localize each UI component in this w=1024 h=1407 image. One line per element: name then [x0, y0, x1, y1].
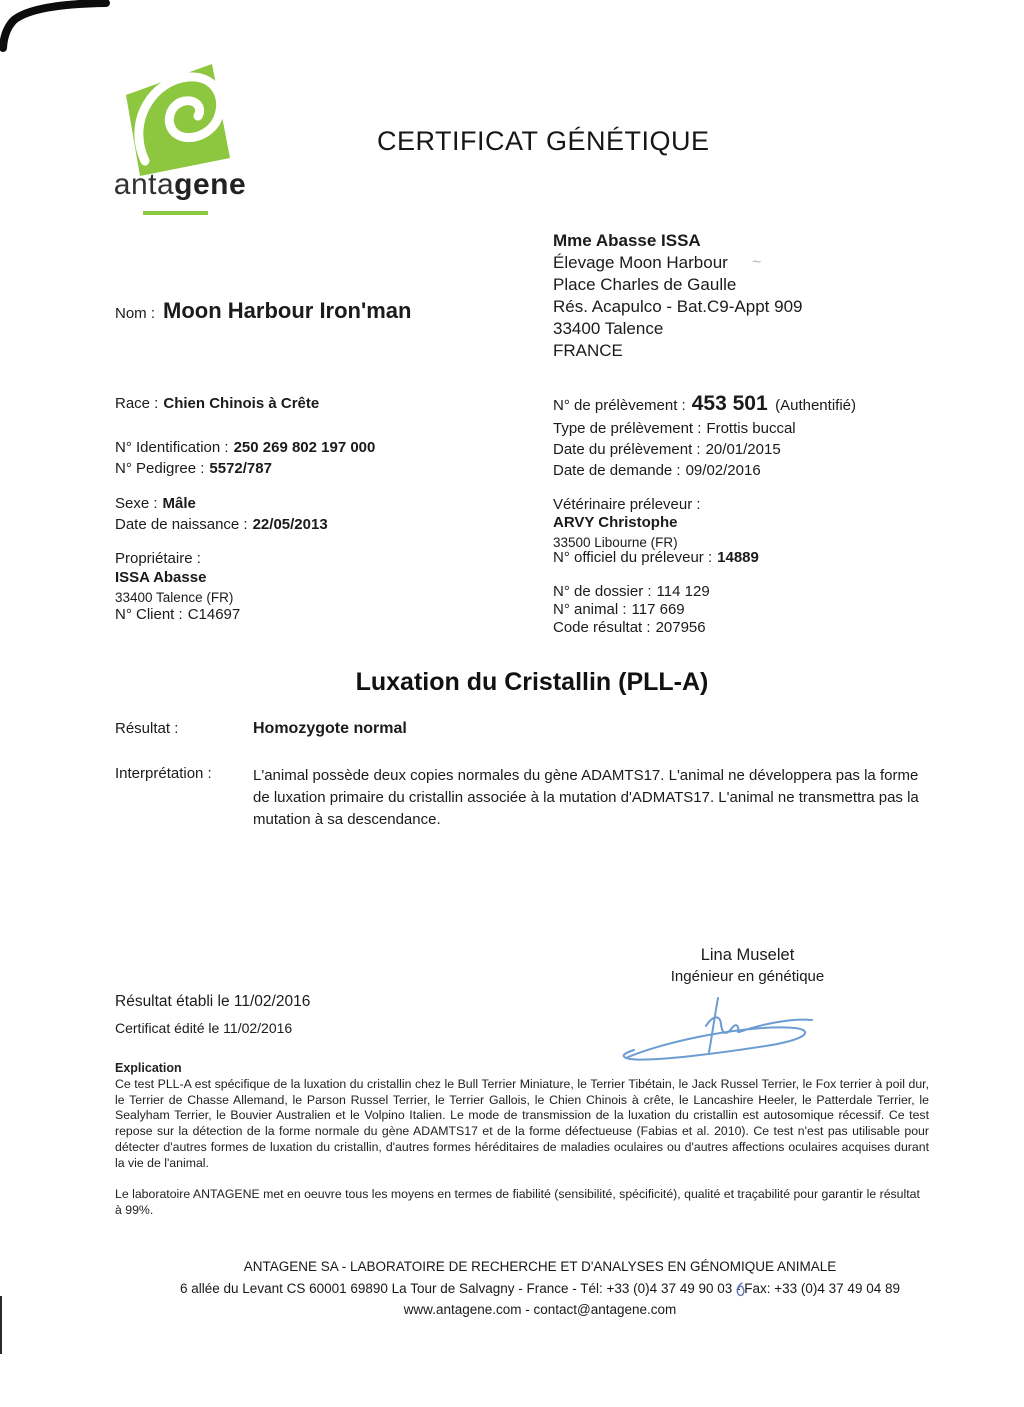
recipient-address [553, 230, 802, 362]
veterinaire-label-row [553, 496, 701, 514]
field-animal-number [553, 601, 685, 619]
scan-artifact-pen-mark [733, 1281, 749, 1299]
interpretation-label: Interprétation : [115, 765, 212, 782]
sexe-label: Sexe : [115, 495, 158, 512]
scan-artifact-tilde: ~ [752, 254, 762, 271]
footer-company-line: ANTAGENE SA - LABORATOIRE DE RECHERCHE ET D'ANALYSES EN GÉNOMIQUE ANIMALE [243, 1259, 837, 1274]
field-identification [115, 439, 375, 457]
field-date-prelevement [553, 441, 781, 459]
nom-label: Nom : [115, 305, 156, 322]
signatory-name: Lina Muselet [700, 946, 795, 964]
field-nom [115, 298, 411, 324]
date-demande-value: 09/02/2016 [685, 462, 761, 479]
field-dossier [553, 583, 710, 601]
recipient-address-line: Élevage Moon Harbour [553, 253, 728, 272]
footer-address-line: 6 allée du Levant CS 60001 69890 La Tour de Salvagny - France - Tél: +33 (0)4 37 49 90 03 - Fax: +33 (0)4 37 49 04 89 [180, 1280, 900, 1296]
proprietaire-city-row [115, 589, 233, 607]
field-sexe [115, 495, 196, 513]
pedigree-value: 5572/787 [209, 460, 272, 477]
veterinaire-name: ARVY Christophe [553, 514, 678, 531]
field-naissance [115, 516, 328, 534]
field-officiel [553, 549, 759, 567]
document-title: CERTIFICAT GÉNÉTIQUE [377, 126, 710, 156]
proprietaire-label: Propriétaire : [115, 550, 201, 567]
nom-value: Moon Harbour Iron'man [163, 298, 412, 323]
resultat-value: Homozygote normal [253, 720, 407, 737]
code-resultat-label: Code résultat : [553, 619, 651, 636]
veterinaire-label: Vétérinaire préleveur : [553, 496, 701, 513]
proprietaire-city: 33400 Talence (FR) [115, 590, 234, 605]
scan-artifact-corner [0, 0, 120, 60]
field-client [115, 606, 240, 624]
animal-number-value: 117 669 [631, 601, 685, 618]
dates-block [115, 993, 310, 1036]
wordmark-gene: gene [174, 168, 247, 201]
explication-heading: Explication [115, 1061, 182, 1075]
prelevement-number: 453 501 [691, 392, 768, 415]
date-prelevement-label: Date du prélèvement : [553, 441, 701, 458]
proprietaire-label-row [115, 550, 201, 568]
type-prelevement-label: Type de prélèvement : [553, 420, 702, 437]
footer-contact-line: www.antagene.com - contact@antagene.com [403, 1302, 677, 1317]
field-date-demande [553, 462, 761, 480]
signatory-role: Ingénieur en génétique [670, 968, 825, 985]
signature-handwriting [612, 992, 817, 1067]
identification-value: 250 269 802 197 000 [233, 439, 376, 456]
dossier-value: 114 129 [656, 583, 710, 600]
client-value: C14697 [187, 606, 241, 623]
type-prelevement-value: Frottis buccal [706, 420, 796, 437]
resultat-label: Résultat : [115, 720, 179, 737]
pedigree-label: N° Pedigree : [115, 460, 205, 477]
explication-paragraph: Ce test PLL-A est spécifique de la luxation du cristallin chez le Bull Terrier Miniature, le Terrier Tibétain, le Jack Russel Terrier, le Fox terrier à poil dur, le Terrier de Chasse Allemand, le Parson Russel Terrier, le Terrier Gallois, le Chien Chinois à crête, le Lancashire Heeler, le Patterdale Terrier, le Sealyham Terrier, le Bouvier Australien et le Volpino Italien. Le mode de transmission de la luxation du cristallin est autosomique récessif. Ce test repose sur la détection de la forme normale du gène ADAMTS17 et de la forme défectueuse (Fabias et al. 2010). Ce test n'est pas utilisable pour détecter d'autres formes de luxation du cristallin, d'autres formes héréditaires de maladies oculaires ou d'autres affections oculaires acquises durant la vie de l'animal. [115, 1077, 929, 1170]
recipient-address-line: 33400 Talence [553, 319, 664, 338]
code-resultat-value: 207956 [655, 619, 706, 636]
explication-section [115, 1061, 929, 1219]
date-etabli: Résultat établi le 11/02/2016 [115, 993, 311, 1010]
sexe-value: Mâle [162, 495, 196, 512]
scan-artifact-edge [0, 1296, 2, 1354]
authentifie-tag: (Authentifié) [775, 397, 856, 414]
interpretation-text: L'animal possède deux copies normales du gène ADAMTS17. L'animal ne développera pas la forme de luxation primaire du cristallin associée à la mutation d'ADMATS17. L'animal ne transmettra pas la mutation à sa descendance. [253, 767, 919, 828]
field-pedigree [115, 460, 272, 478]
dossier-label: N° de dossier : [553, 583, 652, 600]
recipient-address-line: Place Charles de Gaulle [553, 275, 737, 294]
antagene-wordmark [110, 168, 250, 202]
naissance-value: 22/05/2013 [252, 516, 328, 533]
proprietaire-name: ISSA Abasse [115, 569, 207, 586]
field-prelevement [553, 392, 856, 416]
recipient-address-lines [553, 252, 802, 362]
veterinaire-city: 33500 Libourne (FR) [553, 535, 678, 550]
date-edite: Certificat édité le 11/02/2016 [115, 1020, 293, 1036]
date-prelevement-value: 20/01/2015 [705, 441, 781, 458]
naissance-label: Date de naissance : [115, 516, 248, 533]
officiel-value: 14889 [717, 549, 759, 566]
signatory-block [640, 946, 855, 985]
race-value: Chien Chinois à Crête [163, 395, 320, 412]
wordmark-anta: anta [113, 168, 175, 201]
identification-label: N° Identification : [115, 439, 229, 456]
footer [56, 1256, 1024, 1321]
field-type-prelevement [553, 420, 796, 438]
race-label: Race : [115, 395, 159, 412]
guarantee-paragraph: Le laboratoire ANTAGENE met en oeuvre tous les moyens en termes de fiabilité (sensibilité, spécificité), qualité et traçabilité pour garantir le résultat à 99%. [115, 1187, 920, 1217]
proprietaire-name-row [115, 569, 206, 587]
officiel-label: N° officiel du préleveur : [553, 549, 713, 566]
date-demande-label: Date de demande : [553, 462, 681, 479]
prelevement-label: N° de prélèvement : [553, 397, 686, 414]
field-race [115, 395, 319, 413]
animal-number-label: N° animal : [553, 601, 627, 618]
recipient-address-line: FRANCE [553, 341, 623, 360]
veterinaire-name-row [553, 514, 677, 532]
antagene-logo-icon [118, 58, 240, 180]
recipient-name: Mme Abasse ISSA [553, 231, 701, 250]
recipient-address-line: Rés. Acapulco - Bat.C9-Appt 909 [553, 297, 803, 316]
field-code-resultat [553, 619, 706, 637]
client-label: N° Client : [115, 606, 183, 623]
logo-underline [143, 211, 208, 215]
test-title: Luxation du Cristallin (PLL-A) [355, 668, 709, 696]
